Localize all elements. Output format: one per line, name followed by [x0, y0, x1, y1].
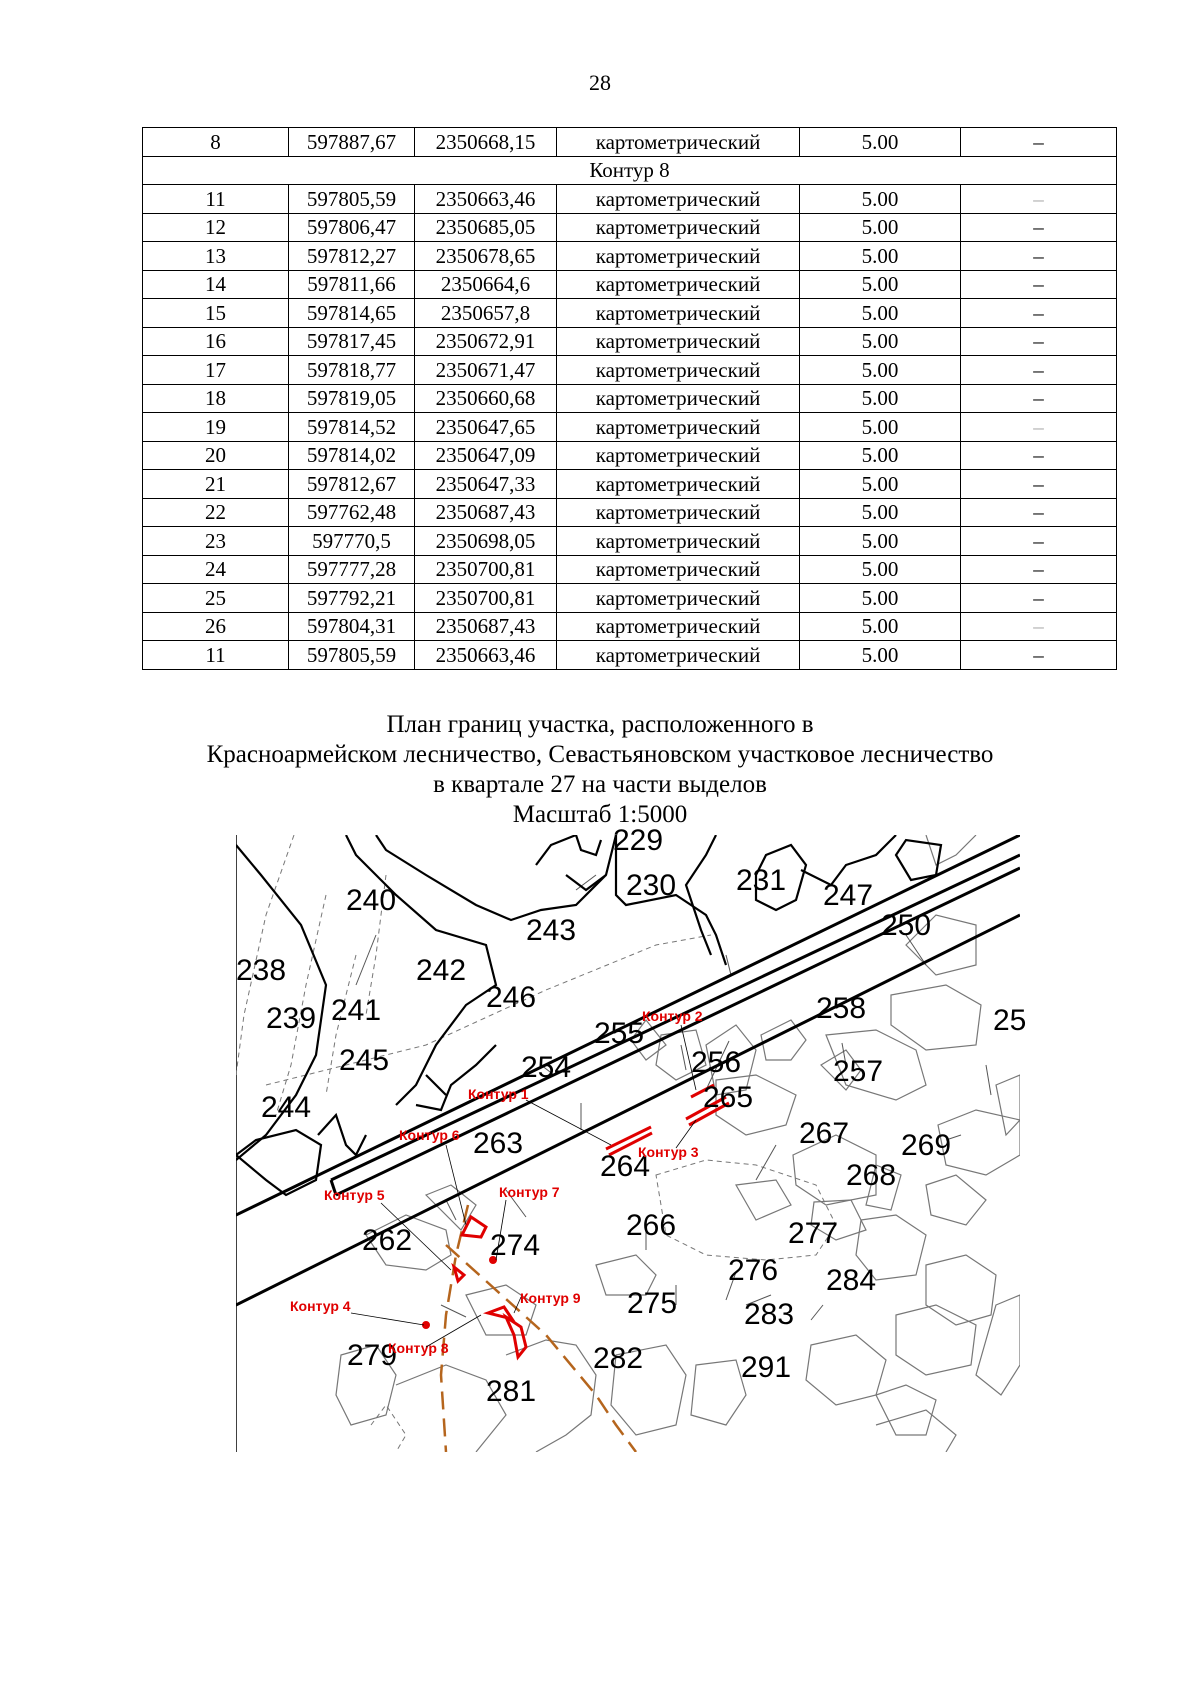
- table-cell: –: [961, 641, 1117, 670]
- table-cell: 2350700,81: [415, 555, 557, 584]
- table-cell: 597777,28: [289, 555, 415, 584]
- contour-label: Контур 2: [642, 1008, 703, 1024]
- table-row: [143, 270, 1117, 299]
- table-row: [143, 242, 1117, 271]
- parcel-label: 245: [339, 1044, 390, 1077]
- table-cell: 5.00: [800, 327, 961, 356]
- table-cell: 5.00: [800, 384, 961, 413]
- table-row: [143, 470, 1117, 499]
- parcel-label: 240: [346, 884, 397, 917]
- coordinates-table: [142, 127, 1117, 670]
- table-cell: картометрический: [557, 470, 800, 499]
- table-cell: 19: [143, 413, 289, 442]
- table-cell: картометрический: [557, 641, 800, 670]
- parcel-label: 266: [626, 1209, 677, 1242]
- table-cell: картометрический: [557, 356, 800, 385]
- table-cell: 2350687,43: [415, 612, 557, 641]
- table-cell: 22: [143, 498, 289, 527]
- table-cell: картометрический: [557, 327, 800, 356]
- parcel-label: 279: [347, 1339, 398, 1372]
- table-cell: 11: [143, 641, 289, 670]
- parcel-label: 242: [416, 954, 467, 987]
- table-row: [143, 555, 1117, 584]
- contour-label: Контур 4: [290, 1298, 351, 1314]
- table-cell: 597887,67: [289, 128, 415, 157]
- table-cell: 2350657,8: [415, 299, 557, 328]
- parcel-label: 247: [823, 879, 874, 912]
- table-cell: 20: [143, 441, 289, 470]
- parcel-label: 264: [600, 1150, 651, 1183]
- table-cell: 2350668,15: [415, 128, 557, 157]
- table-cell: картометрический: [557, 270, 800, 299]
- table-cell: 5.00: [800, 527, 961, 556]
- parcel-label: 246: [486, 981, 537, 1014]
- table-cell: 2350647,33: [415, 470, 557, 499]
- table-cell: –: [961, 299, 1117, 328]
- table-cell: 597818,77: [289, 356, 415, 385]
- parcel-label: 262: [362, 1224, 413, 1257]
- table-cell: –: [961, 356, 1117, 385]
- table-cell: 2350663,46: [415, 641, 557, 670]
- table-cell: –: [961, 527, 1117, 556]
- table-cell: –: [961, 555, 1117, 584]
- table-row: [143, 498, 1117, 527]
- table-row: [143, 128, 1117, 157]
- table-cell: 2350687,43: [415, 498, 557, 527]
- table-cell: 597814,02: [289, 441, 415, 470]
- table-cell: 5.00: [800, 270, 961, 299]
- table-row: [143, 299, 1117, 328]
- table-cell: 2350671,47: [415, 356, 557, 385]
- table-cell: 597817,45: [289, 327, 415, 356]
- table-cell: картометрический: [557, 555, 800, 584]
- contour-label: Контур 1: [468, 1086, 529, 1102]
- parcel-label: 284: [826, 1264, 877, 1297]
- table-cell: –: [961, 384, 1117, 413]
- parcel-label: 239: [266, 1002, 317, 1035]
- table-cell: 17: [143, 356, 289, 385]
- table-row: [143, 384, 1117, 413]
- table-cell: 11: [143, 185, 289, 214]
- table-cell: 597762,48: [289, 498, 415, 527]
- table-cell: 5.00: [800, 213, 961, 242]
- table-cell: –: [961, 327, 1117, 356]
- table-cell: 15: [143, 299, 289, 328]
- parcel-label: 250: [881, 909, 932, 942]
- table-row: [143, 213, 1117, 242]
- table-cell: 597812,27: [289, 242, 415, 271]
- table-cell: 8: [143, 128, 289, 157]
- table-cell: 597819,05: [289, 384, 415, 413]
- parcel-label: 243: [526, 914, 577, 947]
- table-cell: 2350663,46: [415, 185, 557, 214]
- contour-label: Контур 3: [638, 1144, 699, 1160]
- table-cell: картометрический: [557, 413, 800, 442]
- table-cell: картометрический: [557, 498, 800, 527]
- table-cell: –: [961, 128, 1117, 157]
- parcel-label: 269: [901, 1129, 952, 1162]
- table-cell: 5.00: [800, 441, 961, 470]
- table-cell: 597814,52: [289, 413, 415, 442]
- parcel-labels: [236, 824, 1026, 1408]
- parcel-label: 291: [741, 1351, 792, 1384]
- table-cell: 23: [143, 527, 289, 556]
- parcel-label: 255: [594, 1017, 645, 1050]
- table-cell: 2350647,09: [415, 441, 557, 470]
- table-cell: 597805,59: [289, 641, 415, 670]
- table-cell: 597770,5: [289, 527, 415, 556]
- parcel-label: 254: [521, 1051, 572, 1084]
- table-cell: 2350664,6: [415, 270, 557, 299]
- forest-plan-map: [236, 824, 1027, 1452]
- table-cell: –: [961, 441, 1117, 470]
- table-cell: 5.00: [800, 413, 961, 442]
- table-cell: 21: [143, 470, 289, 499]
- parcel-label: 282: [593, 1342, 644, 1375]
- parcel-label: 230: [626, 869, 677, 902]
- table-cell: –: [961, 242, 1117, 271]
- table-cell: 5.00: [800, 612, 961, 641]
- parcel-label: 276: [728, 1254, 779, 1287]
- table-cell: картометрический: [557, 213, 800, 242]
- table-cell: 597805,59: [289, 185, 415, 214]
- table-row: [143, 327, 1117, 356]
- contour-label: Контур 9: [520, 1290, 581, 1306]
- table-cell: 24: [143, 555, 289, 584]
- table-cell: картометрический: [557, 185, 800, 214]
- table-cell: –: [961, 185, 1117, 214]
- title-line: в квартале 27 на части выделов: [433, 771, 767, 798]
- table-cell: 5.00: [800, 128, 961, 157]
- table-cell: 2350698,05: [415, 527, 557, 556]
- parcel-label: 274: [490, 1229, 541, 1262]
- parcel-label: 231: [736, 864, 787, 897]
- table-cell: 2350678,65: [415, 242, 557, 271]
- table-cell: картометрический: [557, 128, 800, 157]
- parcel-label: 283: [744, 1298, 795, 1331]
- scale-label: Масштаб 1:5000: [512, 801, 688, 828]
- table-cell: 5.00: [800, 498, 961, 527]
- table-cell: –: [961, 584, 1117, 613]
- parcel-label: 277: [788, 1217, 839, 1250]
- table-cell: 2350660,68: [415, 384, 557, 413]
- table-cell: 597812,67: [289, 470, 415, 499]
- contour-label: Контур 8: [388, 1340, 449, 1356]
- table-cell: 5.00: [800, 356, 961, 385]
- plan-title: [0, 710, 1200, 830]
- table-cell: картометрический: [557, 242, 800, 271]
- parcel-label: 229: [613, 824, 664, 857]
- contour-header-row: [143, 156, 1117, 185]
- table-row: [143, 584, 1117, 613]
- parcel-label: 263: [473, 1127, 524, 1160]
- parcel-label: 25: [993, 1004, 1027, 1037]
- table-cell: 5.00: [800, 555, 961, 584]
- parcel-label: 258: [816, 992, 867, 1025]
- table-row: [143, 356, 1117, 385]
- table-cell: картометрический: [557, 584, 800, 613]
- table-cell: –: [961, 470, 1117, 499]
- page-number: 28: [589, 70, 611, 95]
- contour-shapes: [424, 1085, 730, 1357]
- table-row: [143, 612, 1117, 641]
- table-cell: 597792,21: [289, 584, 415, 613]
- table-row: [143, 185, 1117, 214]
- contour-header-cell: Контур 8: [143, 156, 1117, 185]
- contour-label: Контур 5: [324, 1187, 385, 1203]
- contour-label: Контур 7: [499, 1184, 560, 1200]
- parcel-label: 238: [236, 954, 287, 987]
- parcel-label: 267: [799, 1117, 850, 1150]
- table-row: [143, 413, 1117, 442]
- table-cell: 2350685,05: [415, 213, 557, 242]
- table-cell: –: [961, 413, 1117, 442]
- table-cell: 5.00: [800, 641, 961, 670]
- table-row: [143, 641, 1117, 670]
- table-cell: 25: [143, 584, 289, 613]
- table-cell: картометрический: [557, 384, 800, 413]
- table-cell: –: [961, 498, 1117, 527]
- table-cell: 597806,47: [289, 213, 415, 242]
- contour-label: Контур 6: [399, 1127, 460, 1143]
- table-cell: 2350647,65: [415, 413, 557, 442]
- plan-map-svg: [236, 824, 1027, 1452]
- table-cell: 597804,31: [289, 612, 415, 641]
- parcel-label: 244: [261, 1091, 312, 1124]
- table-cell: 13: [143, 242, 289, 271]
- table-cell: –: [961, 213, 1117, 242]
- parcel-label: 256: [691, 1046, 742, 1079]
- parcel-label: 275: [627, 1287, 678, 1320]
- table-cell: –: [961, 270, 1117, 299]
- parcel-label: 265: [703, 1081, 754, 1114]
- table-cell: 5.00: [800, 242, 961, 271]
- parcel-label: 281: [486, 1375, 537, 1408]
- table-cell: 5.00: [800, 185, 961, 214]
- table-cell: 597811,66: [289, 270, 415, 299]
- parcel-label: 268: [846, 1159, 897, 1192]
- parcel-label: 241: [331, 994, 382, 1027]
- title-line: План границ участка, расположенного в: [386, 711, 814, 738]
- table-cell: картометрический: [557, 527, 800, 556]
- table-cell: 5.00: [800, 470, 961, 499]
- table-cell: 2350700,81: [415, 584, 557, 613]
- table-cell: 12: [143, 213, 289, 242]
- table-cell: 2350672,91: [415, 327, 557, 356]
- table-cell: картометрический: [557, 612, 800, 641]
- table-row: [143, 441, 1117, 470]
- table-cell: 18: [143, 384, 289, 413]
- table-cell: картометрический: [557, 299, 800, 328]
- table-cell: 14: [143, 270, 289, 299]
- table-row: [143, 527, 1117, 556]
- table-cell: –: [961, 612, 1117, 641]
- table-cell: 5.00: [800, 299, 961, 328]
- title-line: Красноармейском лесничество, Севастьяновском участковое лесничество: [206, 741, 994, 768]
- table-cell: картометрический: [557, 441, 800, 470]
- table-cell: 5.00: [800, 584, 961, 613]
- table-cell: 597814,65: [289, 299, 415, 328]
- table-cell: 26: [143, 612, 289, 641]
- parcel-label: 257: [833, 1055, 884, 1088]
- table-cell: 16: [143, 327, 289, 356]
